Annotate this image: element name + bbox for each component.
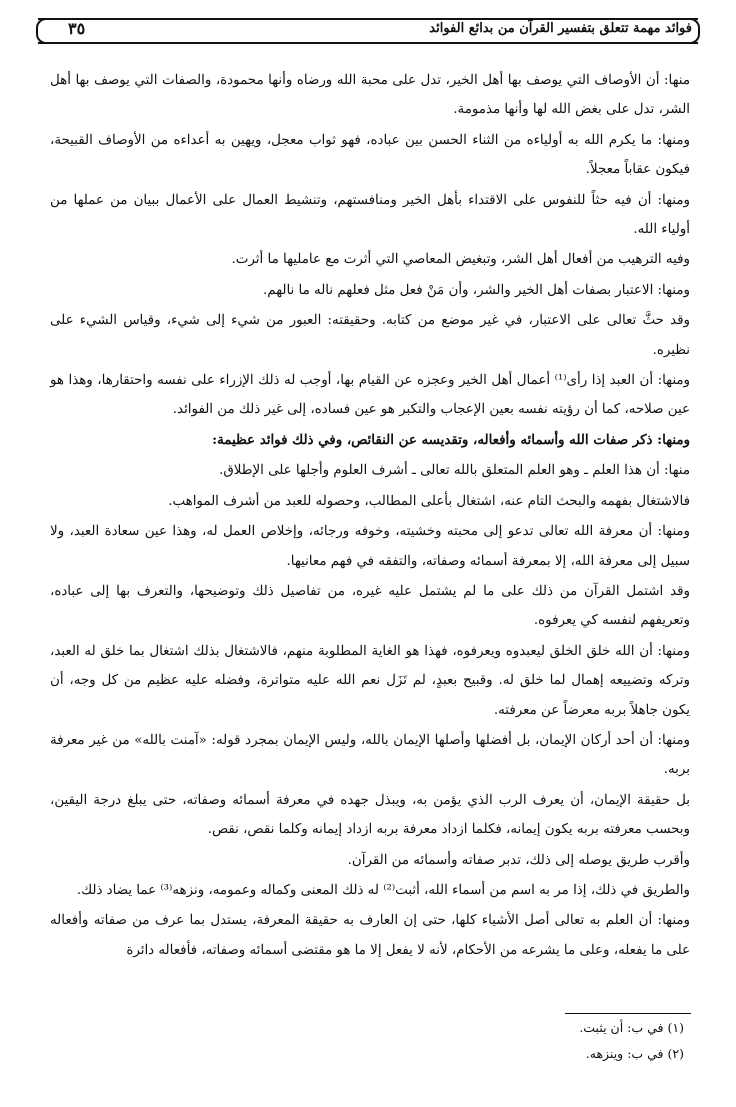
paragraph: بل حقيقة الإيمان، أن يعرف الرب الذي يؤمن به، ويبذل جهده في معرفة أسمائه وصفاته، حتى يبلغ درجة اليقين، وبحسب معرفته بربه يكون إيمانه، فكلما ازداد معرفة بربه ازداد إيمانه وكلما نقص، نقص.: [50, 792, 690, 838]
paragraph: والطريق في ذلك، إذا مر به اسم من أسماء الله، أثبت⁽²⁾ له ذلك المعنى وكماله وعمومه، ونزهه⁽³⁾ عما يضاد ذلك.: [76, 882, 690, 898]
paragraph: منها: أن هذا العلم ـ وهو العلم المتعلق بالله تعالى ـ أشرف العلوم وأجلها على الإطلاق.: [219, 463, 690, 479]
footnote-2: (٢) في ب: وينزهه.: [585, 1046, 684, 1061]
paragraph: ومنها: الاعتبار بصفات أهل الخير والشر، وأن مَنْ فعل مثل فعلهم ناله ما نالهم.: [263, 282, 690, 298]
paragraph: ومنها: أن الله خلق الخلق ليعبدوه ويعرفوه، فهذا هو الغاية المطلوبة منهم، فالاشتغال بذلك اشتغال بما خلق له العبد، وتركه وتضييعه إهمال لما خلق له. وقبيح بعبدٍ، لم تَزَل نعم الله عليه متواترة، وفضله عليه عظيم من كل وجه، أن يكون جاهلاً بربه معرضاً عن معرفته.: [50, 643, 690, 718]
paragraph: فالاشتغال بفهمه والبحث التام عنه، اشتغال بأعلى المطالب، وحصوله للعبد من أشرف المواهب.: [168, 493, 690, 509]
paragraph: ومنها: أن أحد أركان الإيمان، بل أفضلها وأصلها الإيمان بالله، وليس الإيمان بمجرد قوله: «آمنت بالله» من غير معرفة بربه.: [50, 732, 690, 778]
paragraph: منها: أن الأوصاف التي يوصف بها أهل الخير، تدل على محبة الله ورضاه وأنها محمودة، والصفات التي يوصف بها أهل الشر، تدل على بغض الله لها وأنها مذمومة.: [50, 73, 690, 118]
paragraph: ومنها: أن العلم به تعالى أصل الأشياء كلها، حتى إن العارف به حقيقة المعرفة، يستدل بما عرف من صفاته وأفعاله على ما يفعله، وعلى ما يشرعه من الأحكام، لأنه لا يفعل إلا ما هو مقتضى أسمائه وصفاته، فأفعاله دائرة: [50, 913, 690, 958]
footnote-1: (١) في ب: أن يثبت.: [579, 1020, 684, 1035]
paragraph: ومنها: أن العبد إذا رأى⁽¹⁾ أعمال أهل الخير وعجزه عن القيام بها، أوجب له ذلك الإزراء على نفسه واحتقارها، وهذا هو عين صلاحه، كما أن رؤيته نفسه بعين الإعجاب والتكبر هو عين فساده، إلى غير ذلك من الفوائد.: [50, 373, 691, 418]
paragraph: ومنها: ما يكرم الله به أولياءه من الثناء الحسن بين عباده، فهو ثواب معجل، ويهين به أعداءه من الأوصاف القبيحة، فيكون عقاباً معجلاً.: [50, 132, 690, 178]
paragraph: وفيه الترهيب من أفعال أهل الشر، وتبغيض المعاصي التي أثرت مع عامليها ما أثرت.: [231, 252, 690, 268]
header-frame-left-cap: [36, 18, 46, 44]
paragraph: ومنها: أن فيه حثاً للنفوس على الاقتداء بأهل الخير ومنافستهم، وتنشيط العمال على الأعمال ببيان من عملها من أولياء الله.: [50, 192, 690, 238]
body-text: [50, 66, 690, 966]
page-number: ٣٥: [68, 19, 86, 38]
paragraph: وأقرب طريق يوصله إلى ذلك، تدبر صفاته وأسمائه من القرآن.: [347, 852, 690, 868]
paragraph: وقد حثَّ تعالى على الاعتبار، في غير موضع من كتابه. وحقيقته: العبور من شيء إلى شيء، وقياس الشيء على نظيره.: [50, 313, 690, 358]
paragraph: ومنها: أن معرفة الله تعالى تدعو إلى محبته وخشيته، وخوفه ورجائه، وإخلاص العمل له، وهذا عين سعادة العبد، ولا سبيل إلى معرفة الله، إلا بمعرفة أسمائه وصفاته، والتفقه في فهم معانيها.: [50, 524, 690, 569]
paragraph: وقد اشتمل القرآن من ذلك على ما لم يشتمل عليه غيره، من تفاصيل ذلك وتوضيحها، والتعرف بها إلى عباده، وتعريفهم لنفسه كي يعرفوه.: [50, 583, 690, 629]
running-header: [38, 18, 698, 48]
header-title: فوائد مهمة تتعلق بتفسير القرآن من بدائع الفوائد: [429, 21, 692, 36]
section-heading-paragraph: ومنها: ذكر صفات الله وأسمائه وأفعاله، وتقديسه عن النقائص، وفي ذلك فوائد عظيمة:: [212, 431, 690, 448]
footnote-separator: [565, 1013, 691, 1014]
